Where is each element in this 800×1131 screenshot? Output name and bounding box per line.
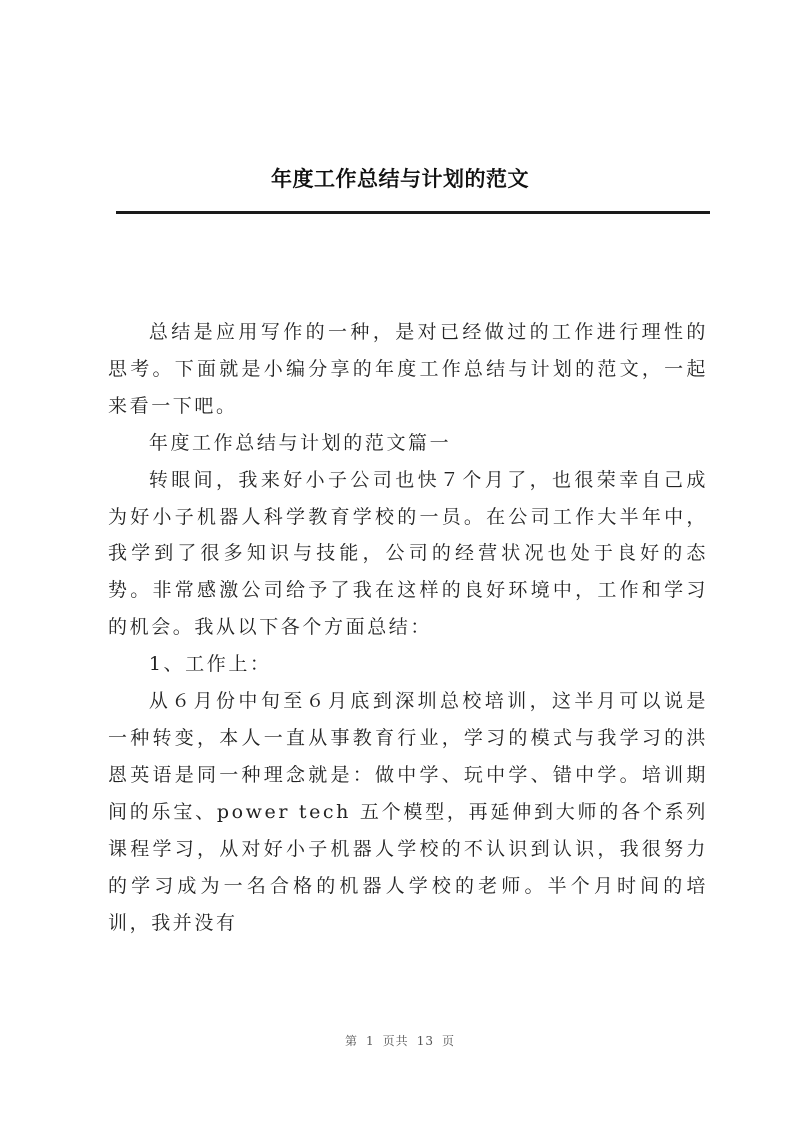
page-footer (0, 1032, 800, 1049)
document-body (108, 314, 708, 941)
paragraph-subheading: 1、工作上： (148, 653, 272, 676)
title-underline (116, 211, 710, 214)
paragraph-section-heading: 年度工作总结与计划的范文篇一 (148, 431, 452, 454)
footer-label-suffix: 页 (441, 1034, 455, 1048)
footer-label-prefix: 第 (345, 1034, 359, 1048)
paragraph-body: 从６月份中旬至６月底到深圳总校培训，这半月可以说是一种转变，本人一直从事教育行业，学习的模式与我学习的洪恩英语是同一种理念就是：做中学、玩中学、错中学。培训期间的乐宝、power tech 五个模型，再延伸到大师的各个系列课程学习，从对好小子机器人学校的不认识到认识，我很努力的学习成为一名合格的机器人学校的老师。半个月时间的培训，我并没有 (108, 690, 708, 934)
paragraph-intro: 总结是应用写作的一种，是对已经做过的工作进行理性的思考。下面就是小编分享的年度工作总结与计划的范文，一起来看一下吧。 (108, 321, 708, 417)
footer-total-pages: 13 (416, 1034, 434, 1048)
footer-page-number: 1 (366, 1034, 375, 1048)
paragraph-body: 转眼间，我来好小子公司也快７个月了，也很荣幸自己成为好小子机器人科学教育学校的一员。在公司工作大半年中，我学到了很多知识与技能，公司的经营状况也处于良好的态势。非常感激公司给予了我在这样的良好环境中，工作和学习的机会。我从以下各个方面总结： (108, 468, 708, 639)
footer-label-middle: 页共 (382, 1034, 409, 1048)
document-title: 年度工作总结与计划的范文 (271, 166, 529, 191)
